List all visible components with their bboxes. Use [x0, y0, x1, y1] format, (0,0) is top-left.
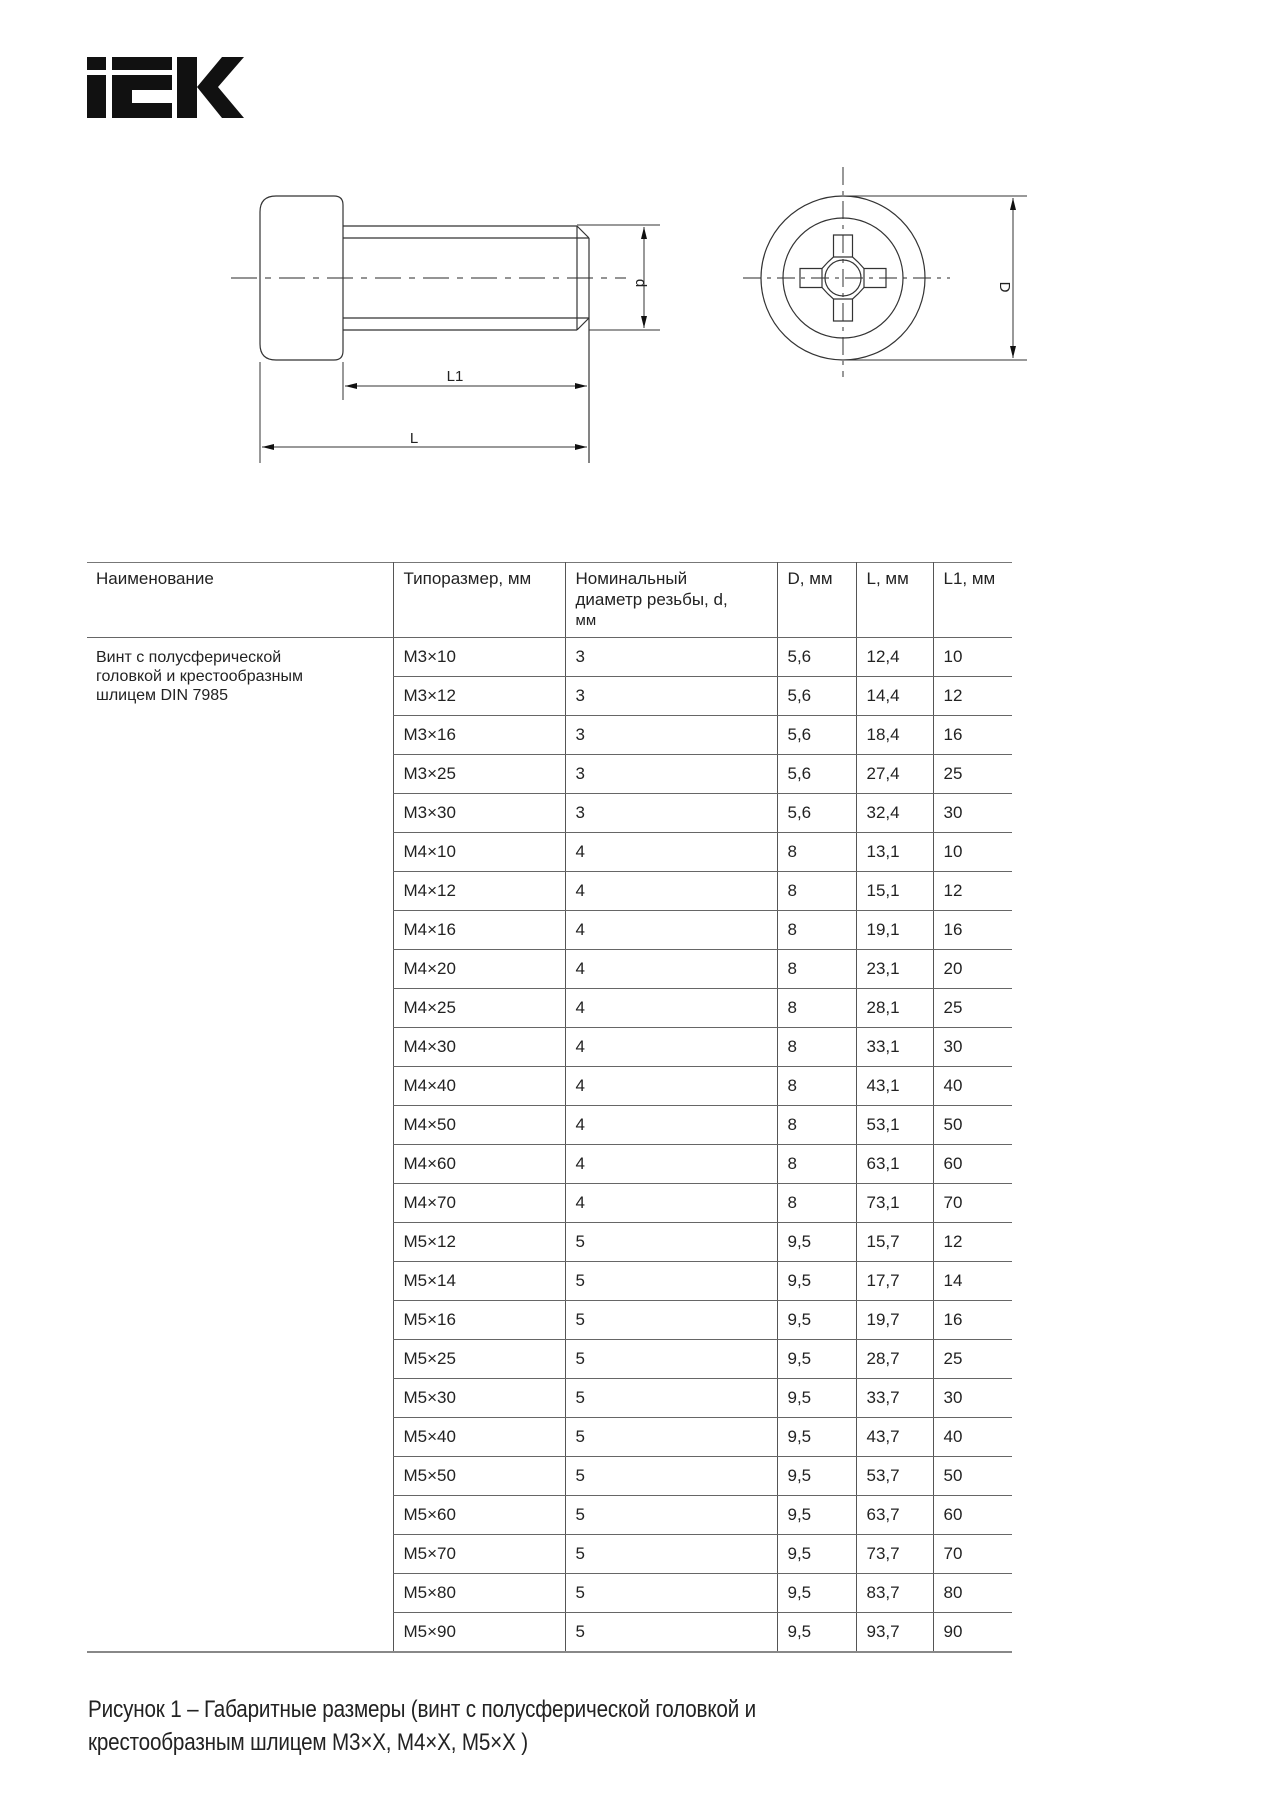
cell-D: 5,6 — [777, 716, 856, 755]
cell-D: 8 — [777, 950, 856, 989]
cell-size: M4×12 — [393, 872, 565, 911]
figure-caption — [88, 1693, 862, 1759]
cell-d: 4 — [565, 911, 777, 950]
screw-technical-drawing — [0, 0, 1280, 520]
spec-table — [87, 562, 1012, 1653]
cell-d: 3 — [565, 638, 777, 677]
cell-L: 23,1 — [856, 950, 933, 989]
cell-L1: 10 — [933, 638, 1012, 677]
cell-L1: 70 — [933, 1535, 1012, 1574]
cell-D: 8 — [777, 872, 856, 911]
cell-D: 8 — [777, 833, 856, 872]
product-name-line3: шлицем DIN 7985 — [96, 687, 229, 704]
cell-D: 8 — [777, 1184, 856, 1223]
cell-L: 53,7 — [856, 1457, 933, 1496]
cell-D: 9,5 — [777, 1223, 856, 1262]
cell-L1: 70 — [933, 1184, 1012, 1223]
cell-d: 5 — [565, 1418, 777, 1457]
cell-D: 9,5 — [777, 1535, 856, 1574]
cell-d: 4 — [565, 872, 777, 911]
cell-L1: 50 — [933, 1457, 1012, 1496]
cell-d: 5 — [565, 1574, 777, 1613]
cell-L: 17,7 — [856, 1262, 933, 1301]
header-thread-line3: мм — [575, 612, 597, 629]
product-name-line1: Винт с полусферической — [96, 649, 282, 666]
cell-size: M5×80 — [393, 1574, 565, 1613]
cell-L: 14,4 — [856, 677, 933, 716]
cell-L1: 60 — [933, 1496, 1012, 1535]
cell-L1: 60 — [933, 1145, 1012, 1184]
cell-d: 4 — [565, 1145, 777, 1184]
cell-L1: 12 — [933, 872, 1012, 911]
cell-L: 33,7 — [856, 1379, 933, 1418]
header-L1: L1, мм — [933, 563, 1012, 638]
cell-D: 9,5 — [777, 1574, 856, 1613]
cell-d: 4 — [565, 1106, 777, 1145]
cell-d: 5 — [565, 1301, 777, 1340]
cell-L1: 16 — [933, 1301, 1012, 1340]
cell-D: 9,5 — [777, 1457, 856, 1496]
d-label: d — [632, 278, 649, 288]
cell-L: 73,7 — [856, 1535, 933, 1574]
cell-d: 3 — [565, 755, 777, 794]
cell-L: 15,1 — [856, 872, 933, 911]
cell-L1: 50 — [933, 1106, 1012, 1145]
cell-L: 15,7 — [856, 1223, 933, 1262]
cell-L: 19,1 — [856, 911, 933, 950]
caption-line1: Рисунок 1 – Габаритные размеры (винт с полусферической головкой и — [88, 1696, 757, 1723]
cell-d: 4 — [565, 833, 777, 872]
cell-D: 8 — [777, 1145, 856, 1184]
cell-size: M4×10 — [393, 833, 565, 872]
cell-size: M5×90 — [393, 1613, 565, 1653]
cell-L: 27,4 — [856, 755, 933, 794]
cell-D: 9,5 — [777, 1301, 856, 1340]
cell-L1: 30 — [933, 1028, 1012, 1067]
cell-size: M4×30 — [393, 1028, 565, 1067]
cell-D: 8 — [777, 1067, 856, 1106]
cell-L: 43,1 — [856, 1067, 933, 1106]
cell-d: 5 — [565, 1262, 777, 1301]
cell-size: M3×25 — [393, 755, 565, 794]
cell-D: 9,5 — [777, 1496, 856, 1535]
cell-d: 5 — [565, 1340, 777, 1379]
cell-L: 43,7 — [856, 1418, 933, 1457]
cell-D: 9,5 — [777, 1418, 856, 1457]
cell-L1: 25 — [933, 989, 1012, 1028]
cell-L: 13,1 — [856, 833, 933, 872]
cell-size: M3×12 — [393, 677, 565, 716]
cell-L: 73,1 — [856, 1184, 933, 1223]
cell-size: M4×60 — [393, 1145, 565, 1184]
cell-d: 4 — [565, 1184, 777, 1223]
table-body — [87, 638, 1012, 1653]
cell-d: 5 — [565, 1457, 777, 1496]
cell-L: 19,7 — [856, 1301, 933, 1340]
header-thread-line1: Номинальный — [575, 569, 688, 588]
cell-size: M4×70 — [393, 1184, 565, 1223]
cell-size: M4×40 — [393, 1067, 565, 1106]
cell-D: 5,6 — [777, 638, 856, 677]
cell-d: 4 — [565, 1067, 777, 1106]
cell-size: M4×50 — [393, 1106, 565, 1145]
cell-L1: 12 — [933, 677, 1012, 716]
cell-L1: 30 — [933, 794, 1012, 833]
cell-L1: 25 — [933, 755, 1012, 794]
cell-L1: 30 — [933, 1379, 1012, 1418]
header-name: Наименование — [87, 563, 393, 638]
D-label: D — [996, 281, 1013, 293]
cell-d: 4 — [565, 989, 777, 1028]
cell-d: 4 — [565, 1028, 777, 1067]
header-thread-line2: диаметр резьбы, d, — [575, 590, 728, 609]
cell-size: M3×10 — [393, 638, 565, 677]
cell-size: M5×60 — [393, 1496, 565, 1535]
cell-D: 8 — [777, 1106, 856, 1145]
cell-D: 9,5 — [777, 1262, 856, 1301]
end-view — [743, 167, 1027, 377]
cell-D: 5,6 — [777, 677, 856, 716]
table-row — [87, 638, 1012, 677]
header-D: D, мм — [777, 563, 856, 638]
cell-L1: 16 — [933, 911, 1012, 950]
cell-size: M5×12 — [393, 1223, 565, 1262]
cell-L: 83,7 — [856, 1574, 933, 1613]
cell-d: 5 — [565, 1535, 777, 1574]
cell-size: M5×70 — [393, 1535, 565, 1574]
cell-D: 9,5 — [777, 1613, 856, 1653]
cell-D: 9,5 — [777, 1340, 856, 1379]
cell-size: M3×30 — [393, 794, 565, 833]
cell-D: 8 — [777, 989, 856, 1028]
table-header-row — [87, 563, 1012, 638]
cell-D: 9,5 — [777, 1379, 856, 1418]
cell-L1: 90 — [933, 1613, 1012, 1653]
cell-size: M5×50 — [393, 1457, 565, 1496]
cell-L1: 14 — [933, 1262, 1012, 1301]
L-label: L — [409, 430, 419, 447]
cell-d: 5 — [565, 1496, 777, 1535]
caption-line2: крестообразным шлицем M3×X, M4×X, M5×X ) — [88, 1729, 528, 1756]
cell-L1: 16 — [933, 716, 1012, 755]
cell-L1: 12 — [933, 1223, 1012, 1262]
cell-size: M4×20 — [393, 950, 565, 989]
cell-L: 32,4 — [856, 794, 933, 833]
header-size: Типоразмер, мм — [393, 563, 565, 638]
side-view — [231, 196, 660, 463]
cell-size: M5×16 — [393, 1301, 565, 1340]
cell-L: 33,1 — [856, 1028, 933, 1067]
cell-d: 5 — [565, 1613, 777, 1653]
cell-d: 3 — [565, 716, 777, 755]
cell-size: M5×40 — [393, 1418, 565, 1457]
cell-size: M4×25 — [393, 989, 565, 1028]
cell-size: M4×16 — [393, 911, 565, 950]
cell-L: 63,7 — [856, 1496, 933, 1535]
L1-label: L1 — [446, 368, 464, 385]
cell-size: M5×30 — [393, 1379, 565, 1418]
cell-L: 53,1 — [856, 1106, 933, 1145]
cell-D: 5,6 — [777, 794, 856, 833]
cell-L: 63,1 — [856, 1145, 933, 1184]
cell-L1: 40 — [933, 1067, 1012, 1106]
cell-d: 4 — [565, 950, 777, 989]
cell-L: 93,7 — [856, 1613, 933, 1653]
product-name-line2: головкой и крестообразным — [96, 668, 303, 685]
cell-d: 3 — [565, 677, 777, 716]
cell-L: 18,4 — [856, 716, 933, 755]
cell-size: M5×14 — [393, 1262, 565, 1301]
cell-d: 3 — [565, 794, 777, 833]
header-L: L, мм — [856, 563, 933, 638]
cell-size: M3×16 — [393, 716, 565, 755]
cell-L: 28,7 — [856, 1340, 933, 1379]
cell-L: 28,1 — [856, 989, 933, 1028]
cell-L1: 10 — [933, 833, 1012, 872]
header-thread-diameter — [565, 563, 777, 638]
product-name-cell — [87, 638, 393, 1653]
cell-D: 8 — [777, 911, 856, 950]
cell-L: 12,4 — [856, 638, 933, 677]
cell-size: M5×25 — [393, 1340, 565, 1379]
cell-d: 5 — [565, 1379, 777, 1418]
cell-L1: 40 — [933, 1418, 1012, 1457]
cell-L1: 20 — [933, 950, 1012, 989]
cell-D: 8 — [777, 1028, 856, 1067]
cell-d: 5 — [565, 1223, 777, 1262]
cell-L1: 25 — [933, 1340, 1012, 1379]
cell-L1: 80 — [933, 1574, 1012, 1613]
cell-D: 5,6 — [777, 755, 856, 794]
